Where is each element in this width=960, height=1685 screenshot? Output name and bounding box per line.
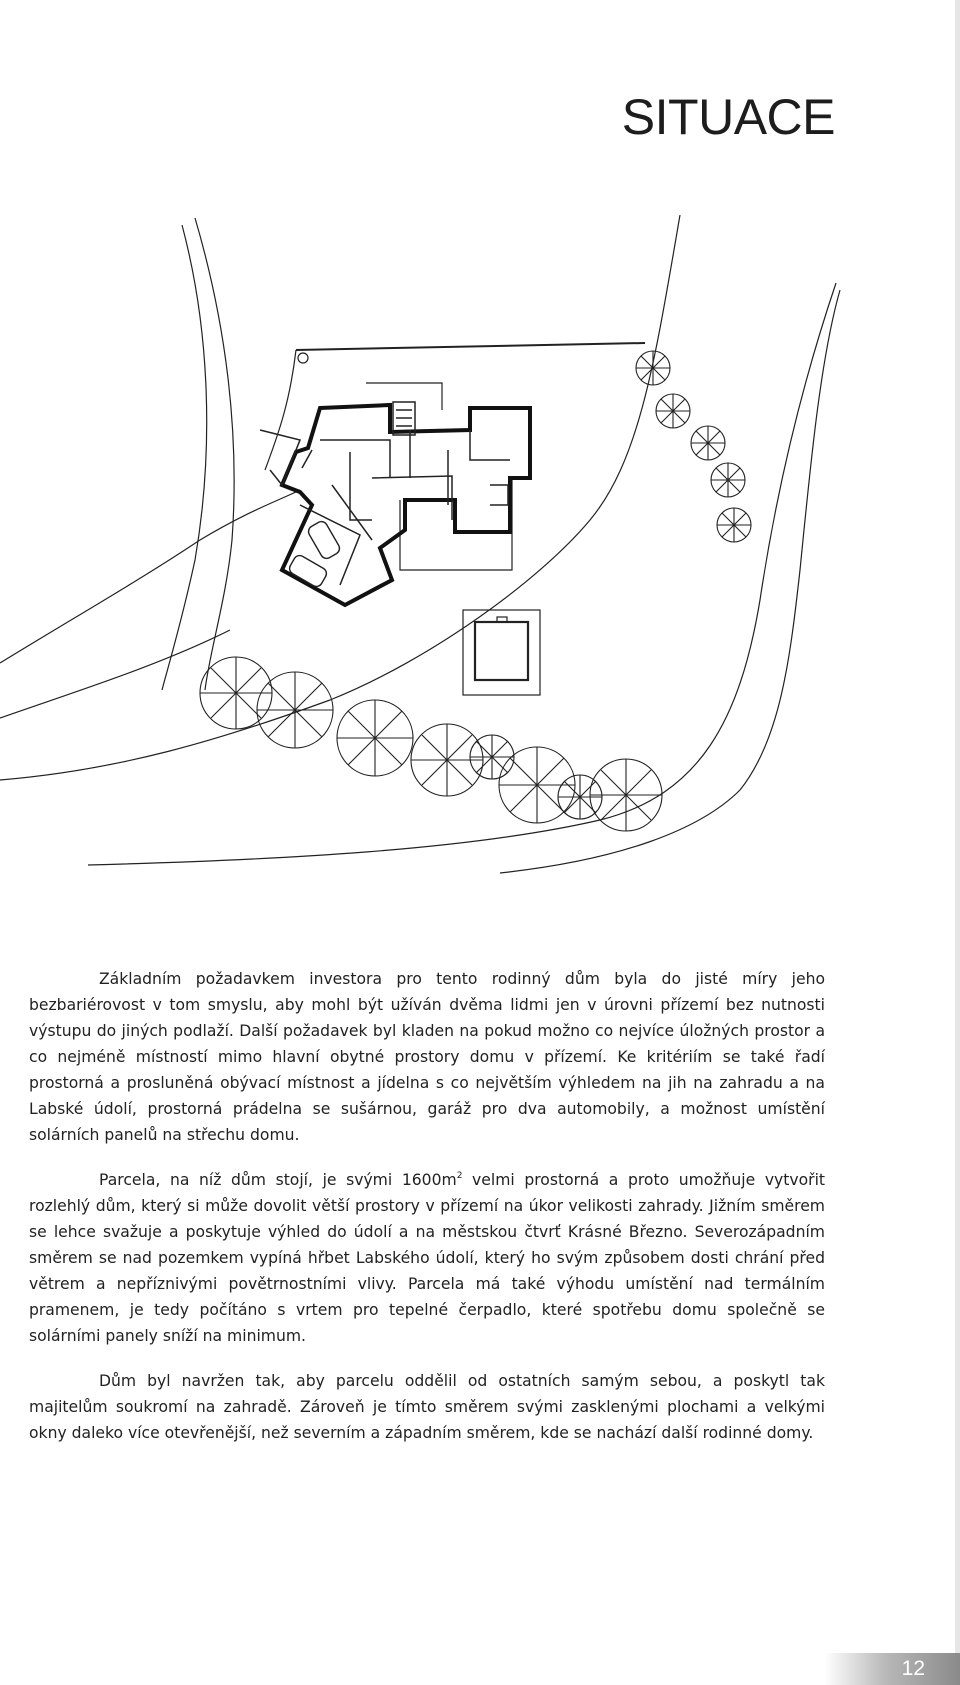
page-title: SITUACE [621,89,835,145]
site-plan-drawing [0,215,960,875]
superscript: 2 [456,1171,463,1181]
tree-row-bottom [200,657,662,831]
paragraph-1: Základním požadavkem investora pro tento rodinný dům byla do jisté míry jeho bezbariérovost v tom smyslu, aby mohl být užíván dvěma lidmi jen v úrovni přízemí bez nutnosti výstupu do jiných podlaží. Další požadavek byl kladen na pokud možno co nejvíce úložných prostor a co nejméně místností mimo hlavní obytné prostory domu v přízemí. Ke kritériím se také řadí prostorná a prosluněná obývací místnost a jídelna s co největším výhledem na jih na zahradu a na Labské údolí, prostorná prádelna se sušárnou, garáž pro dva automobily, a možnost umístění solárních panelů na střechu domu. [29,970,825,1144]
paragraph-3: Dům byl navržen tak, aby parcelu oddělil od ostatních samým sebou, a poskytl tak majitelům soukromí na zahradě. Zároveň je tímto směrem svými zasklenými plochami a velkými okny daleko více otevřenější, než severním a západním směrem, kde se nachází další rodinné domy. [29,1372,825,1442]
paragraph-2 [29,1167,825,1349]
page-number-bar [825,1653,960,1685]
tree-row-right [636,351,751,542]
page-number: 12 [901,1657,925,1680]
body-text [29,966,825,1465]
paragraph-2-start: Parcela, na níž dům stojí, je svými 1600m [99,1171,457,1189]
paragraph-2-end: velmi prostorná a proto umožňuje vytvořit rozlehlý dům, který si může dovolit větší prostory v přízemí na úkor velikosti zahrady. Jižním směrem se lehce svažuje a poskytuje výhled do údolí a na městskou čtvrť Krásné Březno. Severozápadním směrem se nad pozemkem vypíná hřbet Labského údolí, který ho svým způsobem dosti chrání před větrem a nepříznivými povětrnostními vlivy. Parcela má také výhodu umístění nad termálním pramenem, je tedy počítáno s vrtem pro tepelné čerpadlo, které spotřebu domu společně se solárními panely sníží na minimum. [29,1171,826,1345]
